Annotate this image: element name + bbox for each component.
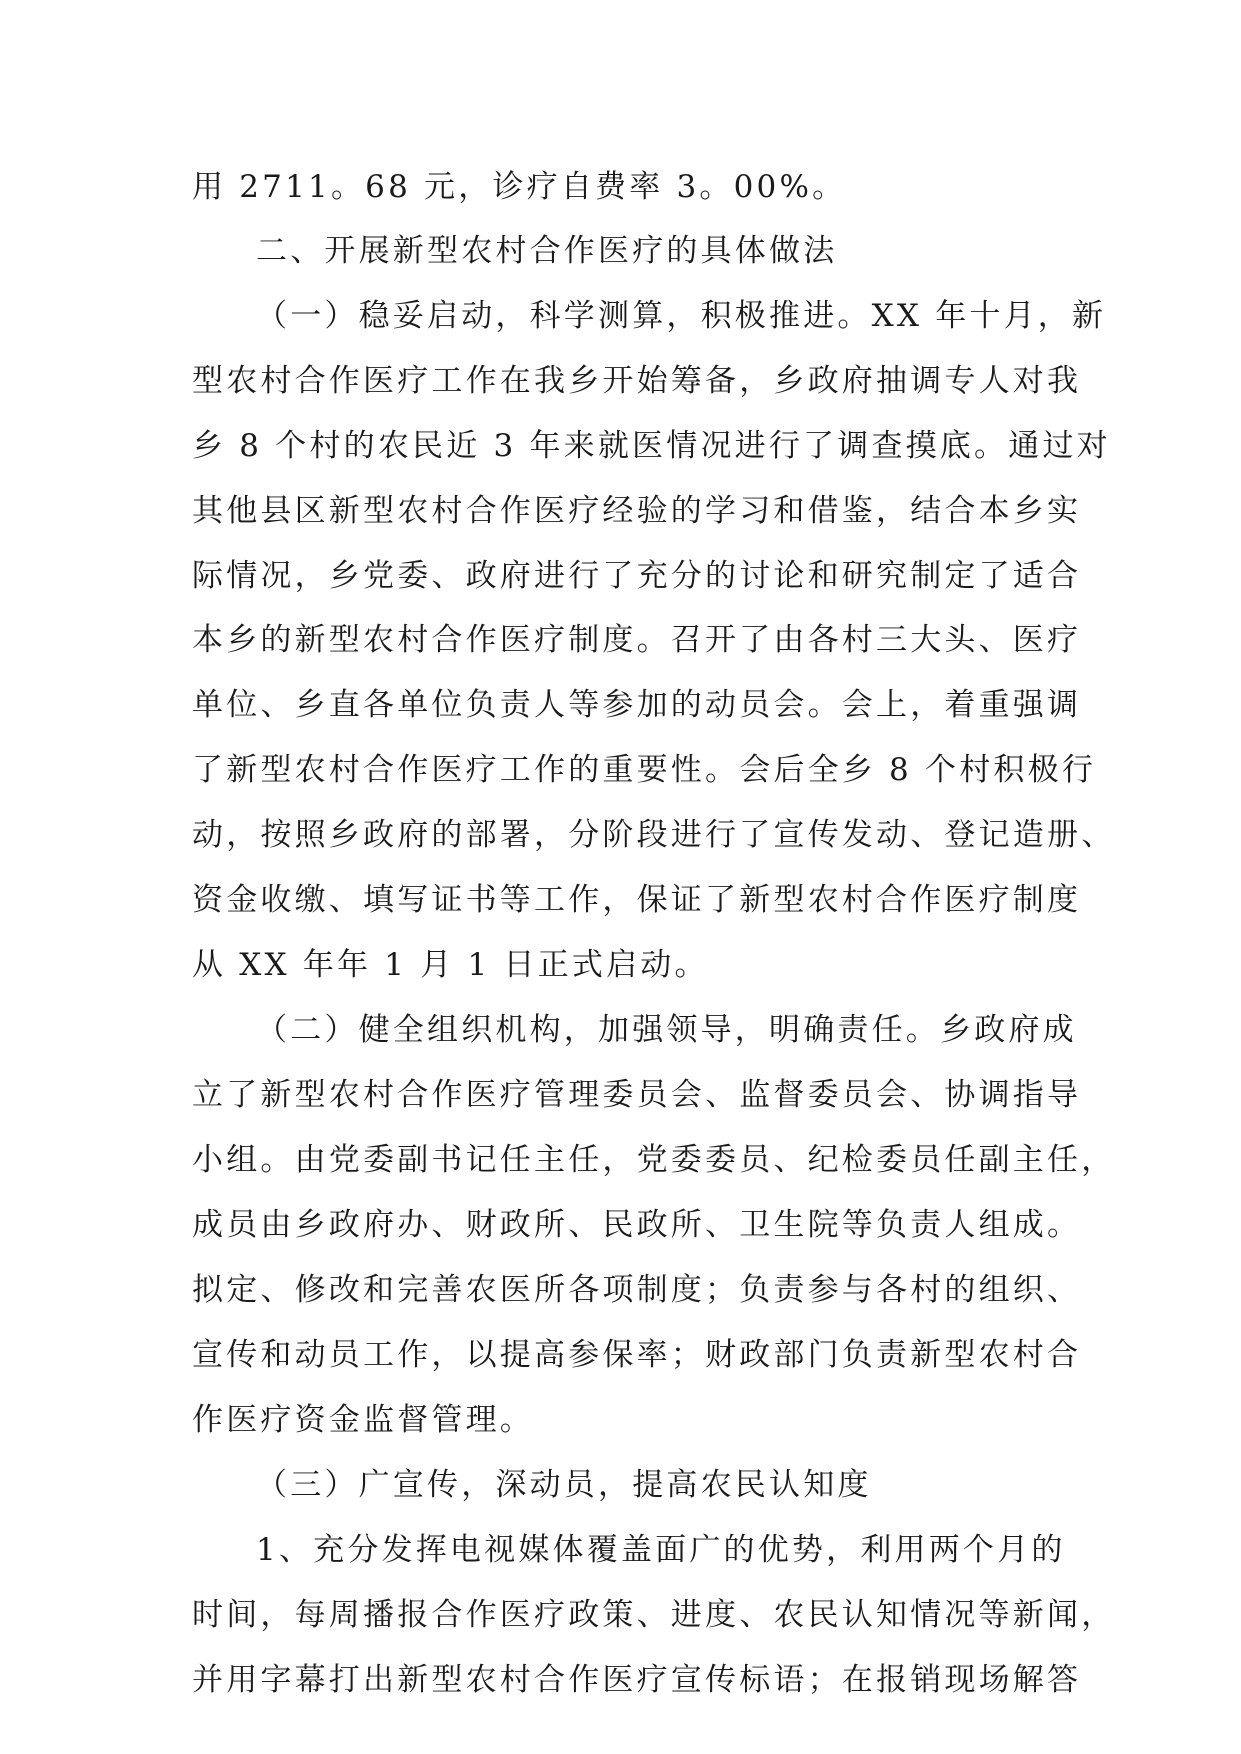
text-line: 并用字幕打出新型农村合作医疗宣传标语；在报销现场解答 (192, 1662, 1082, 1698)
text-line: 际情况，乡党委、政府进行了充分的讨论和研究制定了适合 (192, 558, 1082, 594)
text-line: 了新型农村合作医疗工作的重要性。会后全乡 8 个村积极行 (192, 752, 1097, 788)
subsection-heading: （二）健全组织机构，加强领导，明确责任。乡政府成 (256, 1012, 1077, 1048)
text-line: 小组。由党委副书记任主任，党委委员、纪检委员任副主任， (192, 1142, 1116, 1178)
text-line: 时间，每周播报合作医疗政策、进度、农民认知情况等新闻， (192, 1597, 1116, 1633)
text-line: 用 2711。68 元，诊疗自费率 3。00%。 (192, 169, 847, 205)
section-heading: 二、开展新型农村合作医疗的具体做法 (256, 233, 838, 269)
subsection-heading: （三）广宣传，深动员，提高农民认知度 (256, 1467, 872, 1503)
subsection-heading: （一）稳妥启动，科学测算，积极推进。XX 年十月，新 (256, 298, 1107, 334)
text-line: 型农村合作医疗工作在我乡开始筹备，乡政府抽调专人对我 (192, 363, 1082, 399)
text-line: 拟定、修改和完善农医所各项制度；负责参与各村的组织、 (192, 1272, 1082, 1308)
text-line: 动，按照乡政府的部署，分阶段进行了宣传发动、登记造册、 (192, 817, 1116, 853)
text-line: 单位、乡直各单位负责人等参加的动员会。会上，着重强调 (192, 687, 1082, 723)
text-line: 作医疗资金监督管理。 (192, 1402, 534, 1438)
text-line: 资金收缴、填写证书等工作，保证了新型农村合作医疗制度 (192, 882, 1082, 918)
text-line: 其他县区新型农村合作医疗经验的学习和借鉴，结合本乡实 (192, 493, 1082, 529)
text-line: 宣传和动员工作，以提高参保率；财政部门负责新型农村合 (192, 1337, 1082, 1373)
text-line: 1、充分发挥电视媒体覆盖面广的优势，利用两个月的 (256, 1532, 1066, 1568)
text-line: 立了新型农村合作医疗管理委员会、监督委员会、协调指导 (192, 1077, 1082, 1113)
text-line: 从 XX 年年 1 月 1 日正式启动。 (192, 947, 709, 983)
text-line: 乡 8 个村的农民近 3 年来就医情况进行了调查摸底。通过对 (192, 428, 1111, 464)
text-line: 本乡的新型农村合作医疗制度。召开了由各村三大头、医疗 (192, 622, 1082, 658)
text-line: 成员由乡政府办、财政所、民政所、卫生院等负责人组成。 (192, 1207, 1082, 1243)
